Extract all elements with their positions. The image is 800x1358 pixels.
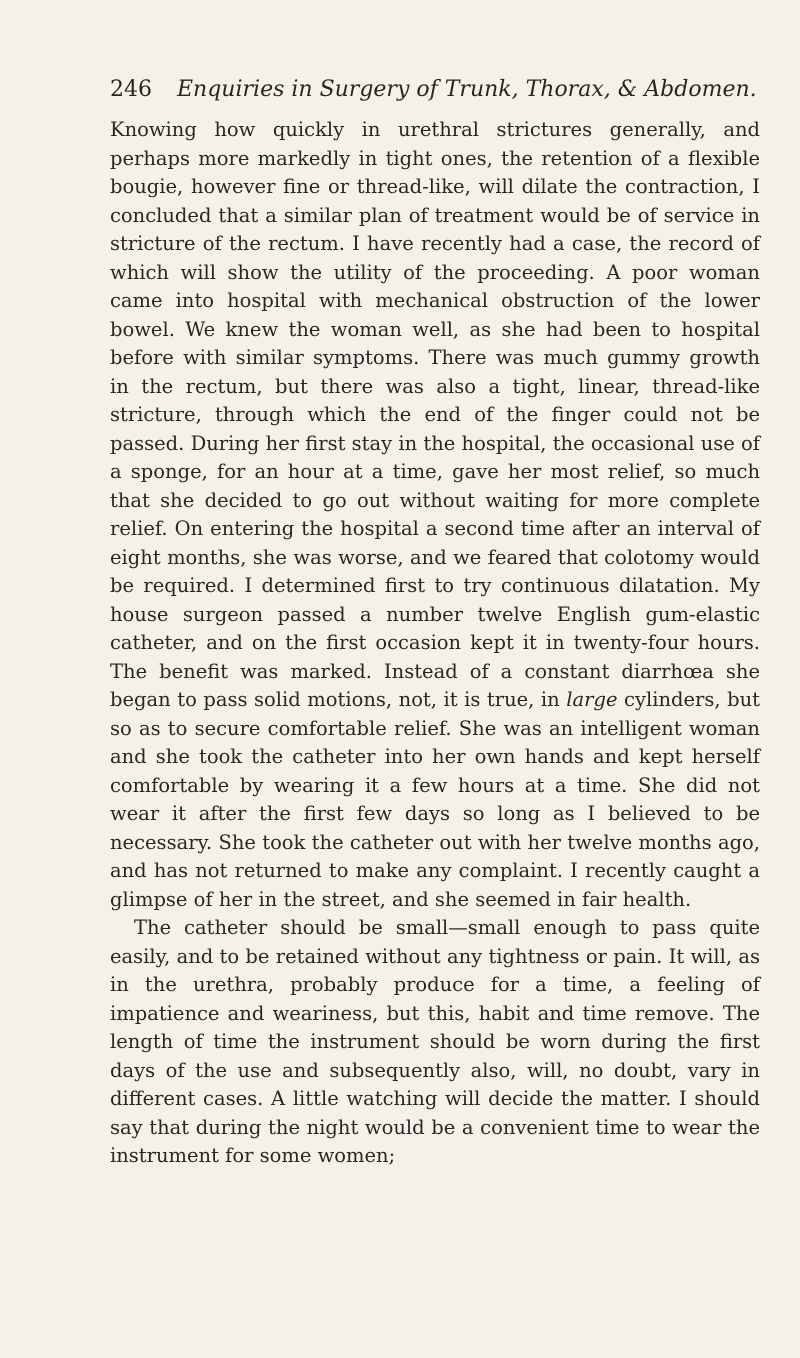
text-segment: cylinders, but so as to secure comfortable relief. She was an intelligent woman and she took the catheter into her own hands and kept herself comfortable by wearing it a few hours at a time. She did not wear it after the first few days so long as I believed to be necessary. She took the catheter out with her twelve months ago, and has not returned to make any complaint. I recently caught a glimpse of her in the street, and she seemed in fair health. — [110, 688, 760, 911]
text-segment: Knowing how quickly in urethral strictures generally, and perhaps more markedly in tight ones, the retention of a flexible bougie, however fine or thread-like, will dilate the contraction, I concluded that a similar plan of treatment would be of service in stricture of the rectum. I have recently had a case, the record of which will show the utility of the proceeding. A poor woman came into hospital with mechanical obstruction of the lower bowel. We knew the woman well, as she had been to hospital before with similar symptoms. There was much gummy growth in the rectum, but there was also a tight, linear, thread-like stricture, through which the end of the finger could not be passed. During her first stay in the hospital, the occasional use of a sponge, for an hour at a time, gave her most relief, so much that she decided to go out without waiting for more complete relief. On entering the hospital a second time after an interval of eight months, she was worse, and we feared that colotomy would be required. I determined first to try continuous dilatation. My house surgeon passed a number twelve English gum-elastic catheter, and on the first occasion kept it in twenty-four hours. The benefit was marked. Instead of a constant diarrhœa she began to pass solid motions, not, it is true, in — [110, 118, 760, 711]
running-title: Enquiries in Surgery of Trunk, Thorax, & Abdomen. — [177, 77, 757, 102]
emphasized-text: large — [566, 688, 618, 711]
paragraph-2 — [110, 914, 760, 1171]
body-text — [110, 116, 760, 1171]
text-segment: The catheter should be small—small enough to pass quite easily, and to be retained without any tightness or pain. It will, as in the urethra, probably produce for a time, a feeling of impatience and weariness, but this, habit and time remove. The length of time the instrument should be worn during the first days of the use and subsequently also, will, no doubt, vary in different cases. A little watching will decide the matter. I should say that during the night would be a convenient time to wear the instrument for some women; — [110, 916, 760, 1167]
page-header — [110, 70, 757, 110]
paragraph-1 — [110, 116, 760, 914]
page-number: 246 — [110, 77, 152, 102]
